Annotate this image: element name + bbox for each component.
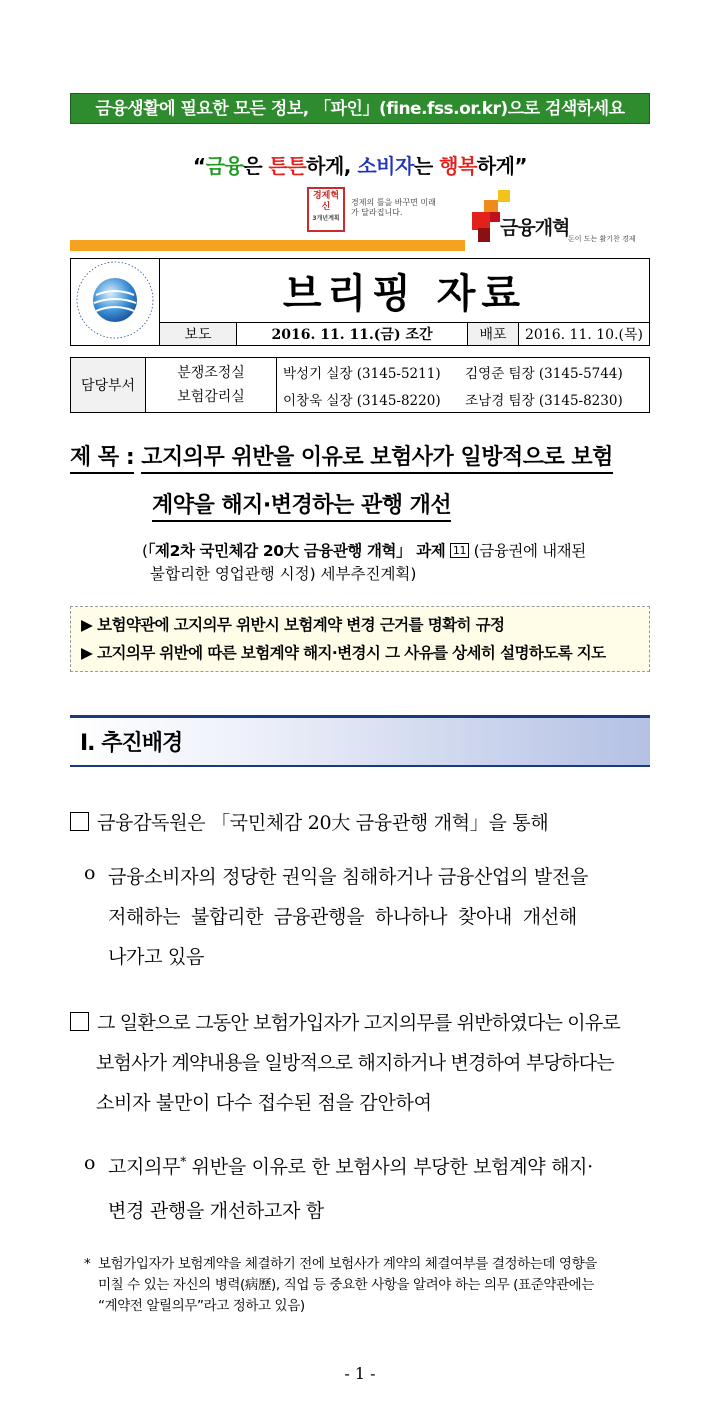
logo-mark-text: 경제혁신 3개년계획: [312, 191, 340, 222]
department-table: [70, 357, 650, 413]
economic-innovation-logo: [307, 187, 437, 232]
slogan-word: 금융: [205, 154, 244, 178]
paragraph-1-sub-line: 금융소비자의 정당한 권익을 침해하거나 금융산업의 발전을: [108, 866, 589, 888]
section-heading: [70, 715, 650, 767]
subject-paren-bold: 「제2차 국민체감 20大 금융관행 개혁」 과제: [147, 542, 446, 560]
subject-paren: (「제2차 국민체감 20大 금융관행 개혁」 과제 11 (금융권에 내재된: [142, 542, 586, 560]
highlight-item: ▶ 보험약관에 고지의무 위반시 보험계약 변경 근거를 명확히 규정: [81, 616, 505, 634]
slogan-word: 소비자: [357, 154, 414, 178]
reform-logo-sub: 돈이 도는 활기찬 경제: [568, 235, 636, 243]
slogan-quote-open: “: [192, 154, 206, 178]
contact-right: 조남경 팀장 (3145-8230): [464, 385, 649, 413]
contact-left: 이창욱 실장 (3145-8220): [277, 385, 465, 413]
subject-text: 고지의무 위반을 이유로 보험사가 일방적으로 보험: [141, 445, 613, 474]
report-date: 2016. 11. 11.(금) 조간: [237, 322, 468, 345]
page-title: 브리핑 자료: [160, 259, 650, 323]
paragraph-1: 금융감독원은 「국민체감 20大 금융관행 개혁」을 통해: [70, 808, 548, 835]
slogan-word: 는: [413, 154, 440, 178]
section-title: Ⅰ. 추진배경: [80, 731, 183, 756]
orange-divider: [70, 240, 465, 251]
subject-paren-rest: (금융권에 내재된: [469, 542, 586, 560]
highlight-box: [70, 606, 650, 672]
report-label: 보도: [160, 322, 237, 345]
subject-label: 제 목 :: [70, 445, 134, 474]
paragraph-1-sub-line: 저해하는 불합리한 금융관행을 하나하나 찾아내 개선해: [108, 906, 577, 928]
distribute-date: 2016. 11. 10.(목): [519, 322, 650, 345]
department-label: 담당부서: [71, 358, 146, 413]
page-number: - 1 -: [344, 1364, 376, 1383]
reform-logo-name: 금융개혁: [500, 217, 570, 239]
checkbox-bullet-icon: [70, 1012, 89, 1031]
task-number-badge: 11: [450, 543, 469, 558]
slogan-word: 하게: [476, 154, 515, 178]
checkbox-bullet-icon: [70, 812, 89, 831]
subject-line1: [70, 440, 613, 471]
highlight-item: ▶ 고지의무 위반에 따른 보험계약 해지·변경시 그 사유를 상세히 설명하도록 지도: [81, 644, 606, 662]
department-units: [146, 358, 277, 413]
subject-text: 계약을 해지·변경하는 관행 개선: [152, 493, 451, 522]
paragraph-2-line: 소비자 불만이 다수 접수된 점을 감안하여: [96, 1092, 432, 1114]
distribute-label: 배포: [468, 322, 519, 345]
financial-reform-logo: [470, 188, 650, 248]
slogan-quote-close: ”: [514, 154, 528, 178]
footnote-line: 보험가입자가 보험계약을 체결하기 전에 보험사가 계약의 체결여부를 결정하는데 영향을: [98, 1256, 597, 1272]
footnote-text: [98, 1254, 597, 1317]
subject-paren-line2: 불합리한 영업관행 시정) 세부추진계획): [150, 565, 417, 583]
contact-left: 박성기 실장 (3145-5211): [277, 358, 465, 386]
top-banner: 금융생활에 필요한 모든 정보, 「파인」(fine.fss.or.kr)으로 검색하세요: [70, 93, 650, 124]
logo-tagline: 경제의 틀을 바꾸면 미래가 달라집니다.: [351, 198, 436, 217]
paragraph-2-line: 그 일환으로 그동안 보험가입자가 고지의무를 위반하였다는 이유로: [70, 1008, 620, 1035]
paragraph-2-sub-line: 변경 관행을 개선하고자 함: [108, 1200, 324, 1222]
department-unit: 분쟁조정실: [177, 365, 245, 381]
slogan-word: 하게,: [306, 154, 358, 178]
subject-line2: [152, 488, 451, 519]
paragraph-1-sub-line: 나가고 있음: [108, 946, 205, 968]
slogan: [0, 150, 720, 179]
paragraph-2-line: 보험사가 계약내용을 일방적으로 해지하거나 변경하여 부당하다는: [96, 1052, 614, 1074]
fss-emblem-icon: [74, 259, 156, 341]
bullet-o: o: [84, 862, 96, 884]
briefing-header: [70, 258, 650, 346]
fss-emblem-cell: [71, 259, 160, 346]
slogan-word: 튼튼: [268, 154, 307, 178]
footnote-line: “계약전 알릴의무”라고 정하고 있음): [98, 1298, 305, 1314]
footnote-mark: *: [180, 1154, 186, 1169]
slogan-word: 행복: [439, 154, 477, 178]
footnote-line: 미칠 수 있는 자신의 병력(病歷), 직업 등 중요한 사항을 알려야 하는 의무 (표준약관에는: [98, 1277, 594, 1293]
footnote-star: *: [84, 1256, 91, 1272]
department-unit: 보험감리실: [177, 389, 245, 405]
bullet-o: o: [84, 1152, 96, 1174]
paragraph-2-sub-line: 고지의무* 위반을 이유로 한 보험사의 부당한 보험계약 해지·: [108, 1154, 593, 1178]
contact-right: 김영준 팀장 (3145-5744): [464, 358, 649, 386]
slogan-word: 은: [243, 154, 269, 178]
